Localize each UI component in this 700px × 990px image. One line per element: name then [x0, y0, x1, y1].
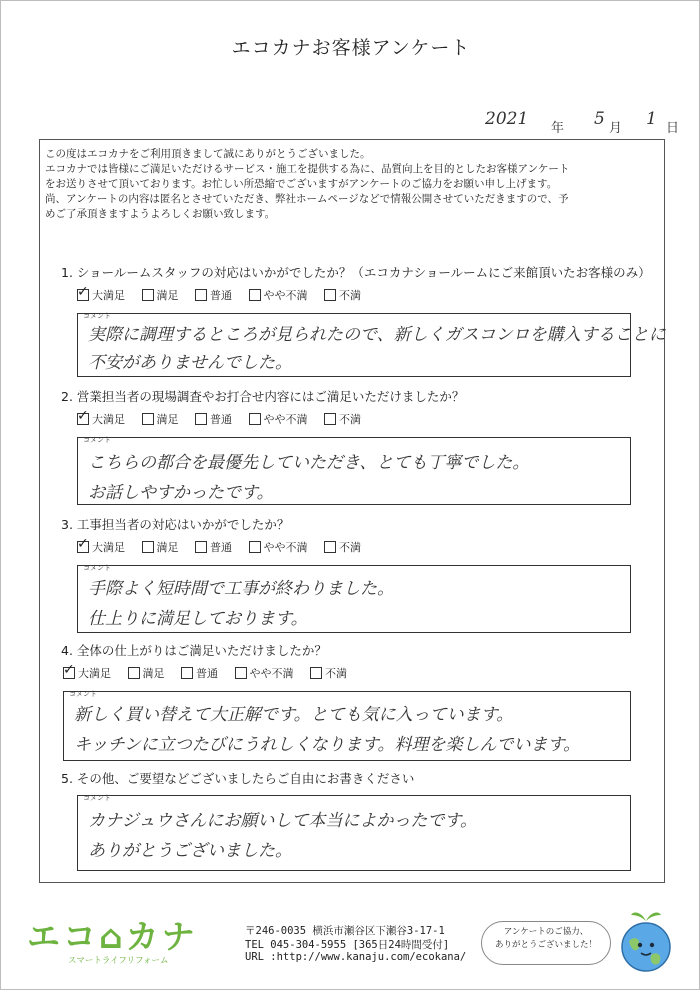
comment-line: 仕上りに満足しております。 [88, 609, 308, 629]
option-somewhat-dissatisfied[interactable] [235, 665, 294, 681]
checkbox[interactable] [195, 541, 207, 553]
option-somewhat-dissatisfied[interactable] [249, 287, 308, 303]
option-label: やや不満 [249, 667, 294, 680]
checkbox[interactable] [181, 667, 193, 679]
option-dissatisfied[interactable] [324, 287, 361, 303]
option-dissatisfied[interactable] [310, 665, 347, 681]
comment-line: 新しく買い替えて大正解です。とても気に入っています。 [74, 705, 514, 725]
comment-label: コメント [69, 690, 97, 698]
rating-options-2 [77, 411, 374, 425]
comment-line: ありがとうございました。 [88, 841, 292, 861]
intro-line: をお送りさせて頂いております。お忙しい所恐縮でございますがアンケートのご協力をお願い申し上げます。 [45, 178, 558, 190]
company-address: 〒246-0035 横浜市瀬谷区下瀬谷3-17-1 [245, 925, 445, 937]
option-somewhat-dissatisfied[interactable] [249, 539, 308, 555]
ecokana-logo [25, 916, 215, 966]
option-neutral[interactable] [195, 539, 232, 555]
comment-box-2[interactable] [77, 437, 631, 505]
checkbox[interactable] [249, 541, 261, 553]
comment-line: こちらの都合を最優先していただき、とても丁寧でした。 [88, 453, 530, 473]
option-label: 大満足 [92, 413, 125, 426]
option-dissatisfied[interactable] [324, 539, 361, 555]
bubble-line: アンケートのご協力、 [503, 927, 589, 937]
comment-line: 手際よく短時間で工事が終わりました。 [88, 579, 394, 599]
date-month-label: 月 [609, 121, 623, 136]
comment-line: カナジュウさんにお願いして本当によかったです。 [88, 811, 477, 831]
rating-options-4 [63, 665, 360, 679]
option-label: 満足 [156, 541, 179, 554]
comment-box-1[interactable] [77, 312, 666, 377]
company-url[interactable]: URL :http://www.kanaju.com/ecokana/ [245, 951, 467, 963]
option-very-satisfied[interactable] [77, 411, 125, 427]
checkbox-checked[interactable] [77, 289, 89, 301]
option-neutral[interactable] [181, 665, 218, 681]
intro-line: エコカナでは皆様にご満足いただけるサービス・施工を提供する為に、品質向上を目的としたお客様アンケート [45, 163, 570, 175]
logo-subtitle: スマートライフリフォーム [68, 956, 169, 966]
date-year-label: 年 [551, 121, 565, 136]
option-label: 不満 [339, 541, 361, 554]
option-label: 満足 [156, 413, 179, 426]
option-satisfied[interactable] [142, 411, 179, 427]
checkbox[interactable] [195, 413, 207, 425]
option-satisfied[interactable] [142, 539, 179, 555]
option-label: 普通 [210, 413, 232, 426]
option-label: 普通 [210, 289, 232, 302]
checkbox[interactable] [249, 289, 261, 301]
thank-you-bubble [481, 921, 611, 965]
option-neutral[interactable] [195, 411, 232, 427]
option-satisfied[interactable] [142, 287, 179, 303]
checkbox-checked[interactable] [77, 413, 89, 425]
option-dissatisfied[interactable] [324, 411, 361, 427]
checkbox-checked[interactable] [63, 667, 75, 679]
checkbox-checked[interactable] [77, 541, 89, 553]
option-label: 満足 [156, 289, 179, 302]
option-label: やや不満 [263, 541, 308, 554]
option-label: 普通 [210, 541, 232, 554]
option-somewhat-dissatisfied[interactable] [249, 411, 308, 427]
date-day-label: 日 [666, 121, 680, 136]
checkbox[interactable] [235, 667, 247, 679]
date-month: 5 [594, 109, 605, 129]
checkbox[interactable] [128, 667, 140, 679]
comment-label: コメント [83, 312, 111, 320]
comment-line: お話しやすかったです。 [88, 483, 274, 503]
checkbox[interactable] [142, 541, 154, 553]
question-1: 1. ショールームスタッフの対応はいかがでしたか？（エコカナショールームにご来館頂いたお客様のみ） [61, 265, 651, 280]
comment-line: 不安がありませんでした。 [88, 353, 292, 373]
date-year: 2021 [485, 109, 529, 129]
option-label: 不満 [339, 289, 361, 302]
page-title: エコカナお客様アンケート [231, 37, 471, 59]
intro-line: 尚、アンケートの内容は匿名とさせていただき、弊社ホームページなどで情報公開させていただきますので、予 [45, 193, 569, 205]
option-satisfied[interactable] [128, 665, 165, 681]
option-label: やや不満 [263, 289, 308, 302]
comment-line: キッチンに立つたびにうれしくなります。料理を楽しんでいます。 [74, 735, 581, 755]
checkbox[interactable] [324, 541, 336, 553]
question-5: 5. その他、ご要望などございましたらご自由にお書きください [61, 771, 415, 786]
intro-text [45, 147, 657, 222]
logo-text: エコ⌂カナ [27, 917, 198, 956]
question-3: 3. 工事担当者の対応はいかがでしたか？ [61, 517, 290, 532]
option-very-satisfied[interactable] [77, 539, 125, 555]
comment-label: コメント [83, 794, 111, 802]
option-label: 満足 [142, 667, 165, 680]
checkbox[interactable] [324, 289, 336, 301]
comment-label: コメント [83, 564, 111, 572]
comment-box-4[interactable] [63, 691, 631, 761]
globe-mascot-icon [615, 905, 677, 977]
checkbox[interactable] [324, 413, 336, 425]
intro-line: この度はエコカナをご利用頂きまして誠にありがとうございました。 [45, 148, 371, 160]
checkbox[interactable] [249, 413, 261, 425]
question-4: 4. 全体の仕上がりはご満足いただけましたか？ [61, 643, 327, 658]
option-very-satisfied[interactable] [63, 665, 111, 681]
option-label: 大満足 [92, 289, 125, 302]
option-label: 大満足 [92, 541, 125, 554]
comment-box-5[interactable] [77, 795, 631, 871]
checkbox[interactable] [142, 289, 154, 301]
intro-line: めご了承頂きますようよろしくお願い致します。 [45, 208, 276, 220]
option-very-satisfied[interactable] [77, 287, 125, 303]
option-label: やや不満 [263, 413, 308, 426]
date-day: 1 [646, 109, 657, 129]
option-label: 不満 [339, 413, 361, 426]
rating-options-1 [77, 287, 374, 301]
checkbox[interactable] [195, 289, 207, 301]
option-label: 普通 [196, 667, 218, 680]
option-label: 大満足 [78, 667, 111, 680]
bubble-line: ありがとうございました！ [494, 940, 597, 950]
rating-options-3 [77, 539, 374, 553]
comment-box-3[interactable] [77, 565, 631, 633]
question-2: 2. 営業担当者の現場調査やお打合せ内容にはご満足いただけましたか？ [61, 389, 465, 404]
comment-line: 実際に調理するところが見られたので、新しくガスコンロを購入することに [88, 325, 666, 345]
option-neutral[interactable] [195, 287, 232, 303]
comment-label: コメント [83, 436, 111, 444]
option-label: 不満 [325, 667, 347, 680]
company-tel: TEL 045-304-5955 [365日24時間受付] [245, 939, 450, 951]
checkbox[interactable] [310, 667, 322, 679]
checkbox[interactable] [142, 413, 154, 425]
